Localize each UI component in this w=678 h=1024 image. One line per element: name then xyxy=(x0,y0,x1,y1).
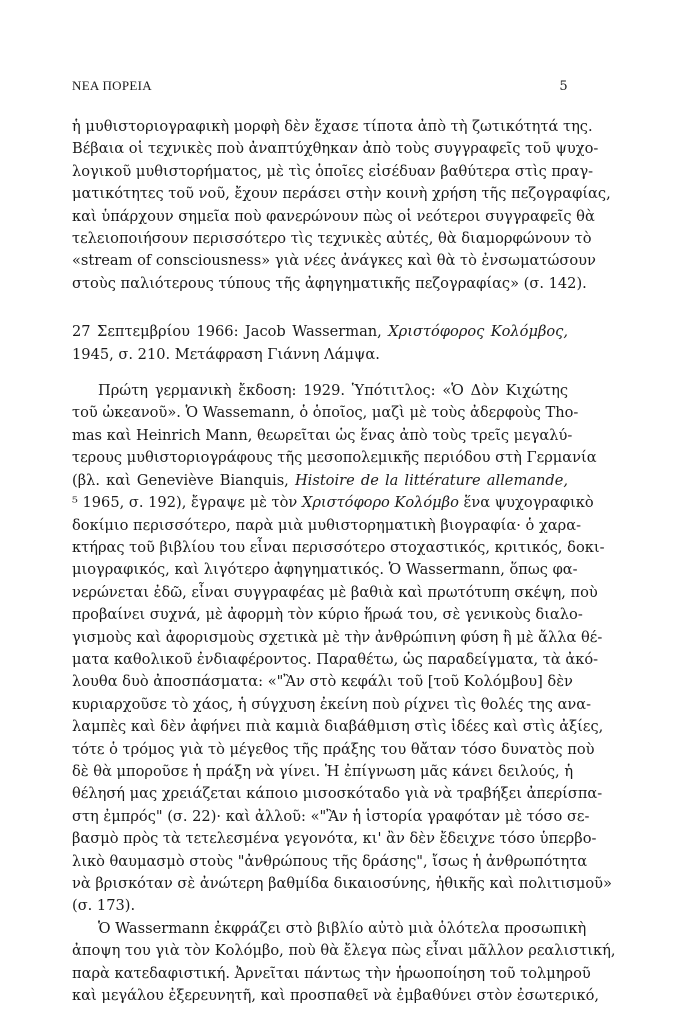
text-line: νερώνεται ἐδῶ, εἶναι συγγραφέας μὲ βαθιὰ καὶ πρωτότυπη σκέψη, ποὺ xyxy=(72,583,598,601)
text-line: ἡ μυθιστοριογραφικὴ μορφὴ δὲν ἔχασε τίποτα ἀπὸ τὴ ζωτικότητά της. xyxy=(72,118,593,135)
journal-title: ΝΕΑ ΠΟΡΕΙΑ xyxy=(72,78,152,93)
text-line: λικὸ θαυμασμὸ στοὺς "ἀνθρώπους τῆς δράσης", ἴσως ἡ ἀνθρωπότητα xyxy=(72,852,588,870)
book-title-italic: Χριστόφορο Κολόμβο xyxy=(301,494,459,512)
page-number: 5 xyxy=(559,79,568,94)
cited-work-title: Histoire de la littérature allemande, xyxy=(294,471,569,489)
text-line: τελειοποιήσουν περισσότερο τὶς τεχνικὲς αὐτές, θὰ διαμορφώνουν τὸ xyxy=(72,230,592,248)
text-line: γισμοὺς καὶ ἀφορισμοὺς σχετικὰ μὲ τὴν ἀνθρώπινη φύση ἢ μὲ ἄλλα θέ- xyxy=(72,628,603,646)
running-head xyxy=(72,78,568,94)
text-line: τότε ὁ τρόμος γιὰ τὸ μέγεθος τῆς πράξης του θἄταν τόσο δυνατὸς ποὺ xyxy=(72,740,595,758)
text-line: Βέβαια οἱ τεχνικὲς ποὺ ἀναπτύχθηκαν ἀπὸ τοὺς συγγραφεῖς τοῦ ψυχο- xyxy=(72,140,599,158)
text-line: θέλησή μας χρειάζεται κάποιο μισοσκόταδο γιὰ νὰ τραβήξει ἀπερίσπα- xyxy=(72,785,603,803)
text-line: κυριαρχοῦσε τὸ χάος, ἡ σύγχυση ἐκείνη ποὺ ρίχνει τὶς θολές της ανα- xyxy=(72,695,592,713)
text-line: δοκίμιο περισσότερο, παρὰ μιὰ μυθιστορηματικὴ βιογραφία· ὁ χαρα- xyxy=(72,516,582,534)
text-line: Πρώτη γερμανικὴ ἔκδοση: 1929. Ὑπότιτλος: «Ὁ Δὸν Κιχώτης xyxy=(98,382,568,400)
text-line: (σ. 173). xyxy=(72,897,136,915)
paragraph-review xyxy=(72,380,612,918)
diary-entry-heading xyxy=(72,321,568,366)
text-line: νὰ βρισκόταν σὲ ἀνώτερη βαθμίδα δικαιοσύνης, ἠθικῆς καὶ πολιτισμοῦ» xyxy=(72,875,612,892)
document-page xyxy=(72,78,616,1007)
text-line: μιογραφικός, καὶ λιγότερο ἀφηγηματικός. Ὁ Wassermann, ὅπως φα- xyxy=(72,561,578,579)
entry-book-title: Χριστόφορος Κολόμβος, xyxy=(388,323,568,341)
paragraph-quote-continuation xyxy=(72,116,611,295)
text-line: τερους μυθιστοριογράφους τῆς μεσοπολεμικῆς περιόδου στὴ Γερμανία xyxy=(72,449,597,467)
text-line: λογικοῦ μυθιστορήματος, μὲ τὶς ὁποῖες εἰσέδυαν βαθύτερα στὶς πραγ- xyxy=(72,162,594,180)
text-span: (βλ. καὶ Geneviève Bianquis, xyxy=(72,471,295,489)
text-line: τοῦ ὠκεανοῦ». Ὁ Wassemann, ὁ ὁποῖος, μαζὶ μὲ τοὺς ἀδερφοὺς Tho- xyxy=(72,404,579,422)
text-line: στοὺς παλιότερους τύπους τῆς ἀφηγηματικῆς πεζογραφίας» (σ. 142). xyxy=(72,274,587,292)
text-line: βασμὸ πρὸς τὰ τετελεσμένα γεγονότα, κι' ἂν δὲν ἔδειχνε τόσο ὑπερβο- xyxy=(72,830,597,848)
text-span: ⁵ 1965, σ. 192), ἔγραψε μὲ τὸν xyxy=(72,494,302,512)
text-line: δὲ θὰ μποροῦσε ἡ πράξη νὰ γίνει. Ἡ ἐπίγνωση μᾶς κάνει δειλούς, ἡ xyxy=(72,762,574,780)
text-line: παρὰ κατεδαφιστική. Ἀρνεῖται πάντως τὴν ἡρωοποίηση τοῦ τολμηροῦ xyxy=(72,964,591,982)
text-line: mas καὶ Heinrich Mann, θεωρεῖται ὡς ἕνας ἀπὸ τοὺς τρεῖς μεγαλύ- xyxy=(72,426,573,444)
text-line: ματικότητες τοῦ νοῦ, ἔχουν περάσει στὴν κοινὴ χρήση τῆς πεζογραφίας, xyxy=(72,185,611,203)
text-line: καὶ μεγάλου ἐξερευνητῆ, καὶ προσπαθεῖ νὰ ἐμβαθύνει στὸν ἐσωτερικό, xyxy=(72,987,599,1005)
text-line: λουθα δυὸ ἀποσπάσματα: «"Ἂν στὸ κεφάλι τοῦ [τοῦ Κολόμβου] δὲν xyxy=(72,673,573,691)
text-span: ἕνα ψυχογραφικὸ xyxy=(458,494,594,512)
text-line: «stream of consciousness» γιὰ νέες ἀνάγκες καὶ θὰ τὸ ἐνσωματώσουν xyxy=(72,252,596,270)
text-line: ἀποψη του γιὰ τὸν Κολόμβο, ποὺ θὰ ἔλεγα πὼς εἶναι μᾶλλον ρεαλιστική, xyxy=(72,942,616,960)
text-line: προβαίνει συχνά, μὲ ἀφορμὴ τὸν κύριο ἥρωά του, σὲ γενικοὺς διαλο- xyxy=(72,606,583,624)
text-line xyxy=(72,492,594,514)
paragraph-author-view xyxy=(72,918,616,1008)
text-line xyxy=(72,470,568,492)
entry-date-author: 27 Σεπτεμβρίου 1966: Jacob Wasserman, xyxy=(72,323,389,341)
text-line: στη ἐμπρός" (σ. 22)· καὶ ἀλλοῦ: «"Ἂν ἡ ἱστορία γραφόταν μὲ τόσο σε- xyxy=(72,807,590,825)
entry-line xyxy=(72,321,568,343)
entry-line: 1945, σ. 210. Μετάφραση Γιάννη Λάμψα. xyxy=(72,345,380,363)
text-line: λαμπὲς καὶ δὲν ἀφήνει πιὰ καμιὰ διαβάθμιση στὶς ἰδέες καὶ στὶς ἀξίες, xyxy=(72,718,604,736)
text-line: Ὁ Wassermann ἐκφράζει στὸ βιβλίο αὐτὸ μιὰ ὁλότελα προσωπικὴ xyxy=(98,919,587,937)
text-line: ματα καθολικοῦ ἐνδιαφέροντος. Παραθέτω, ὡς παραδείγματα, τὰ ἀκό- xyxy=(72,650,599,668)
text-line: καὶ ὑπάρχουν σημεῖα ποὺ φανερώνουν πὼς οἱ νεότεροι συγγραφεῖς θὰ xyxy=(72,207,595,225)
text-line: κτήρας τοῦ βιβλίου του εἶναι περισσότερο στοχαστικός, κριτικός, δοκι- xyxy=(72,538,605,556)
